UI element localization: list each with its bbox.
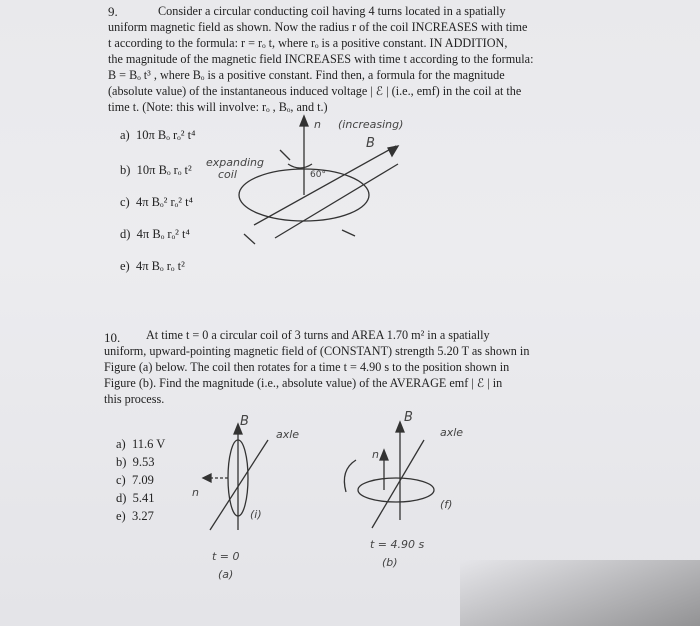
q10b-caption: (b)	[382, 556, 398, 569]
q9-line-1: Consider a circular conducting coil having 4 turns located in a spatially	[158, 4, 506, 18]
q10a-normal-label: n	[192, 486, 199, 499]
q9-normal-label: n	[314, 118, 321, 131]
q9-line-4: the magnitude of the magnetic field INCREASES with time t according to the formula:	[108, 52, 534, 66]
q10a-time-label: t = 0	[212, 550, 240, 563]
q10b-field-label: B	[404, 410, 413, 425]
q9-increasing-note: (increasing)	[338, 118, 404, 131]
q9-expanding-note-1: expanding	[206, 156, 264, 169]
q10a-axle-label: axle	[276, 428, 300, 441]
q10-line-3: Figure (a) below. The coil then rotates for a time t = 4.90 s to the position shown in	[104, 360, 510, 374]
q10-option-a-text: 11.6 V	[131, 437, 166, 451]
q9-option-d-text: 4π Bₒ rₒ² t⁴	[136, 227, 190, 241]
q10-option-e[interactable]: e) 3.27	[116, 509, 154, 523]
q9-option-a-text: 10π Bₒ rₒ² t⁴	[135, 128, 196, 142]
q9-option-e[interactable]: e) 4π Bₒ rₒ t²	[120, 259, 185, 273]
q10-line-1: At time t = 0 a circular coil of 3 turns and AREA 1.70 m² in a spatially	[146, 328, 490, 342]
q9-field-label: B	[366, 136, 375, 151]
q9-option-d[interactable]: d) 4π Bₒ rₒ² t⁴	[120, 227, 190, 241]
q10b-axle	[372, 440, 424, 528]
q10-option-d[interactable]: d) 5.41	[116, 491, 155, 505]
q10b-rotation-arrow	[344, 460, 356, 492]
q10-option-b[interactable]: b) 9.53	[116, 455, 155, 469]
q9-line-2: uniform magnetic field as shown. Now the radius r of the coil INCREASES with time	[108, 20, 528, 34]
q10a-initial-label: (i)	[250, 508, 262, 521]
q10-option-e-text: 3.27	[131, 509, 154, 523]
q10-line-4: Figure (b). Find the magnitude (i.e., absolute value) of the AVERAGE emf | ℰ | in	[104, 376, 503, 390]
q10b-field-arrow	[396, 422, 404, 432]
q10b-coil	[358, 478, 434, 502]
q9-line-6: (absolute value) of the instantaneous induced voltage | ℰ | (i.e., emf) in the coil at the	[108, 84, 522, 98]
q9-expanding-note-2: coil	[218, 168, 237, 181]
q10-option-a[interactable]: a) 11.6 V	[116, 437, 166, 451]
q10a-caption: (a)	[218, 568, 234, 581]
q10a-normal-arrow	[203, 474, 211, 482]
q9-option-c-text: 4π Bₒ² rₒ² t⁴	[135, 195, 193, 209]
q9-line-3: t according to the formula: r = rₒ t, where rₒ is a positive constant. IN ADDITION,	[108, 36, 508, 50]
q9-number: 9.	[108, 4, 118, 19]
q9-line-7: time t. (Note: this will involve: rₒ , Bₒ, and t.)	[108, 100, 328, 114]
q10-line-5: this process.	[104, 392, 165, 406]
q10b-axle-label: axle	[440, 426, 464, 439]
q9-option-b-text: 10π Bₒ rₒ t²	[136, 163, 192, 177]
q10-option-c[interactable]: c) 7.09	[116, 473, 154, 487]
q9-line-5: B = Bₒ t³ , where Bₒ is a positive constant. Find then, a formula for the magnitude	[108, 68, 505, 82]
q9-option-b[interactable]: b) 10π Bₒ rₒ t²	[120, 163, 192, 177]
q10-number: 10.	[104, 330, 121, 345]
q10b-final-label: (f)	[440, 498, 453, 511]
q9-option-a[interactable]: a) 10π Bₒ rₒ² t⁴	[120, 128, 196, 142]
q10b-normal-label: n	[372, 448, 379, 461]
q10b-normal-arrow	[380, 450, 388, 460]
q10-option-b-text: 9.53	[132, 455, 155, 469]
q10b-time-label: t = 4.90 s	[370, 538, 425, 551]
q9-option-c[interactable]: c) 4π Bₒ² rₒ² t⁴	[120, 195, 193, 209]
q10-line-2: uniform, upward-pointing magnetic field of (CONSTANT) strength 5.20 T as shown in	[104, 344, 530, 358]
q10-option-d-text: 5.41	[132, 491, 155, 505]
q9-option-e-text: 4π Bₒ rₒ t²	[135, 259, 185, 273]
q10a-field-label: B	[240, 414, 249, 429]
q9-angle-label: 60°	[310, 170, 326, 180]
q10-option-c-text: 7.09	[131, 473, 154, 487]
